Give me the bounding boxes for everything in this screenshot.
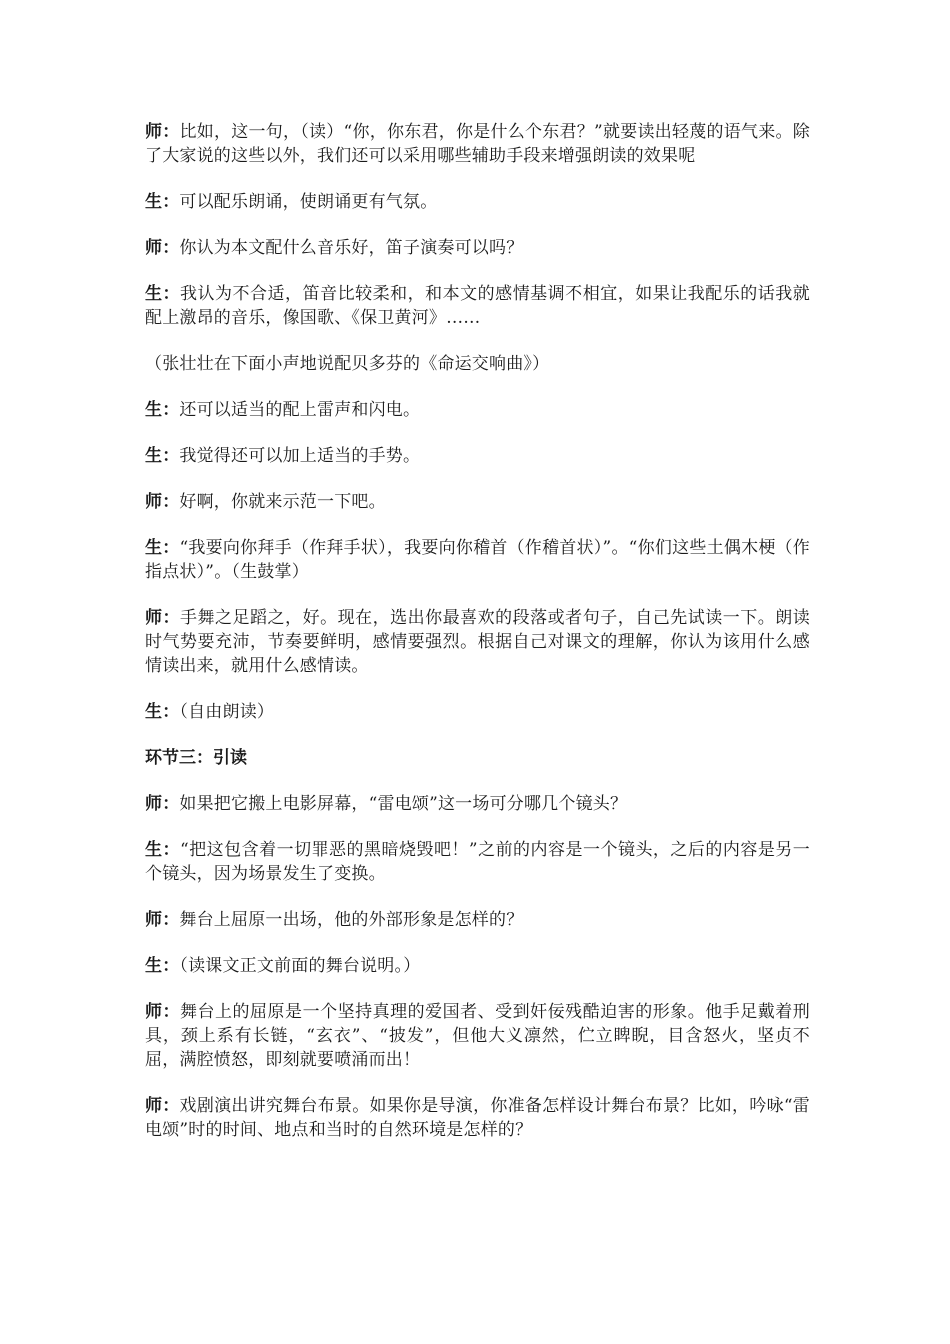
- dialogue-text: （自由朗读）: [179, 702, 275, 722]
- speaker-label: 师：: [145, 122, 180, 142]
- dialogue-paragraph: [145, 1000, 810, 1072]
- speaker-label: 生：: [145, 702, 180, 722]
- dialogue-text: 你认为本文配什么音乐好，笛子演奏可以吗？: [179, 238, 524, 258]
- dialogue-text: 舞台上的屈原是一个坚持真理的爱国者、受到奸佞残酷迫害的形象。他手足戴着刑具，颈上系有长链，“玄衣”、“披发”，但他大义凛然，伫立睥睨，目含怒火，坚贞不屈，满腔愤怒，即刻就要喷涌而出！: [145, 1002, 810, 1070]
- speaker-label: 师：: [145, 910, 180, 930]
- speaker-label: 生：: [145, 956, 180, 976]
- speaker-label: 师：: [145, 238, 180, 258]
- dialogue-paragraph: [145, 838, 810, 886]
- dialogue-paragraph: [145, 908, 810, 932]
- dialogue-paragraph: [145, 536, 810, 584]
- speaker-label: 师：: [145, 608, 181, 628]
- dialogue-paragraph: [145, 700, 810, 724]
- dialogue-paragraph: [145, 1094, 810, 1142]
- speaker-label: 师：: [145, 1002, 181, 1022]
- dialogue-paragraph: [145, 236, 810, 260]
- speaker-label: 生：: [145, 284, 181, 304]
- dialogue-paragraph: [145, 190, 810, 214]
- speaker-label: 生：: [145, 192, 180, 212]
- speaker-label: 生：: [145, 446, 180, 466]
- dialogue-paragraph: [145, 954, 810, 978]
- dialogue-text: “把这包含着一切罪恶的黑暗烧毁吧！”之前的内容是一个镜头，之后的内容是另一个镜头，因为场景发生了变换。: [145, 840, 811, 884]
- dialogue-text: 比如，这一句，（读）“你，你东君，你是什么个东君？”就要读出轻蔑的语气来。除了大家说的这些以外，我们还可以采用哪些辅助手段来增强朗读的效果呢: [145, 122, 810, 166]
- dialogue-paragraph: [145, 490, 810, 514]
- dialogue-paragraph: [145, 444, 810, 468]
- dialogue-text: 我认为不合适，笛音比较柔和，和本文的感情基调不相宜，如果让我配乐的话我就配上激昂的音乐，像国歌、《保卫黄河》……: [145, 284, 810, 328]
- section-heading: 环节三：引读: [145, 748, 247, 768]
- dialogue-text: 如果把它搬上电影屏幕，“雷电颂”这一场可分哪几个镜头？: [179, 794, 628, 814]
- dialogue-paragraph: [145, 606, 810, 678]
- speaker-label: 生：: [145, 400, 180, 420]
- dialogue-paragraph: [145, 120, 810, 168]
- dialogue-text: 戏剧演出讲究舞台布景。如果你是导演，你准备怎样设计舞台布景？比如，吟咏“雷电颂”时的时间、地点和当时的自然环境是怎样的？: [145, 1096, 811, 1140]
- stage-note-paragraph: [145, 352, 810, 376]
- dialogue-text: 舞台上屈原一出场，他的外部形象是怎样的？: [179, 910, 524, 930]
- speaker-label: 生：: [145, 840, 180, 860]
- dialogue-text: 还可以适当的配上雷声和闪电。: [179, 400, 421, 420]
- dialogue-paragraph: [145, 282, 810, 330]
- speaker-label: 师：: [145, 1096, 180, 1116]
- stage-note-text: （张壮壮在下面小声地说配贝多芬的《命运交响曲》）: [145, 354, 550, 374]
- document-page: [145, 120, 810, 1164]
- dialogue-text: （读课文正文前面的舞台说明。）: [179, 956, 421, 976]
- dialogue-text: 可以配乐朗诵，使朗诵更有气氛。: [179, 192, 438, 212]
- dialogue-text: 手舞之足蹈之，好。现在，选出你最喜欢的段落或者句子，自己先试读一下。朗读时气势要充沛，节奏要鲜明，感情要强烈。根据自己对课文的理解，你认为该用什么感情读出来，就用什么感情读。: [145, 608, 810, 676]
- dialogue-text: 我觉得还可以加上适当的手势。: [179, 446, 421, 466]
- speaker-label: 生：: [145, 538, 180, 558]
- speaker-label: 师：: [145, 492, 180, 512]
- dialogue-text: 好啊，你就来示范一下吧。: [179, 492, 386, 512]
- speaker-label: 师：: [145, 794, 180, 814]
- dialogue-paragraph: [145, 792, 810, 816]
- dialogue-paragraph: [145, 398, 810, 422]
- dialogue-text: “我要向你拜手（作拜手状），我要向你稽首（作稽首状）”。“你们这些土偶木梗（作指点状）”。（生鼓掌）: [145, 538, 811, 582]
